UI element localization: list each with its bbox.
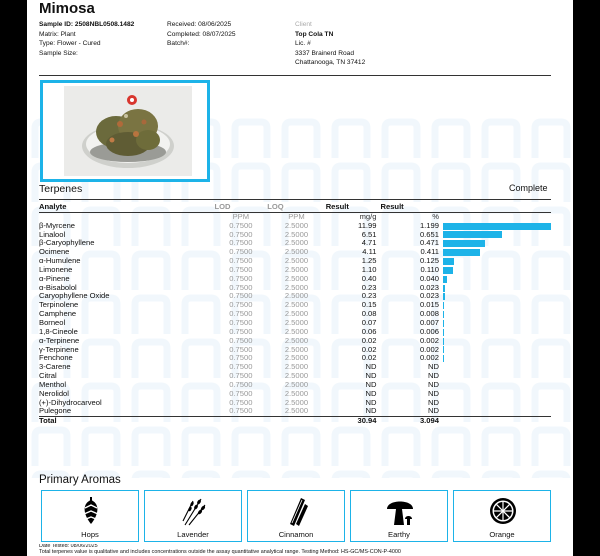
loq-value: 2.5000 [284,247,309,257]
result-mg: 0.23 [361,291,377,301]
aromas-title: Primary Aromas [39,474,121,486]
date-tested: Date Tested: 08/06/2025 [39,544,98,549]
loq-value: 2.5000 [284,379,309,389]
result-pct: 0.040 [419,273,439,283]
result-pct: 1.199 [419,220,439,230]
terpene-bar [443,223,551,230]
terpene-bar [443,276,447,283]
lod-value: 0.7500 [229,291,253,301]
loq-value: 2.5000 [284,353,309,363]
bar-cell [443,231,551,240]
table-row [39,407,551,416]
result-pct: 0.008 [419,309,439,319]
received-date: Received: 08/06/2025 [167,21,232,28]
aroma-orange-label: Orange [489,530,515,539]
unit-result: mg/g [359,211,377,221]
header-lod: LOD [214,203,267,212]
analyte-name: α-Bisabolol [39,282,77,292]
cannabis-sample-image [64,86,192,176]
lod-value: 0.7500 [229,353,253,363]
aroma-hops [41,490,139,542]
loq-value: 2.5000 [284,397,309,407]
footer [39,544,559,556]
sample-photo [64,86,192,176]
loq-value: 2.5000 [284,264,309,274]
lod-value: 0.7500 [229,220,253,230]
loq-value: 2.5000 [284,317,309,327]
result-pct: 0.471 [419,238,439,248]
loq-value: 2.5000 [284,229,309,239]
bar-cell [443,222,551,231]
terpene-bar [443,231,502,238]
result-pct: 0.110 [420,264,439,274]
header-result-pct: Result [381,203,443,212]
loq-value: 2.5000 [284,335,309,345]
terpene-bar [443,329,445,336]
analyte-name: Caryophyllene Oxide [39,291,110,301]
analyte-name: Linalool [39,229,66,239]
lavender-icon [179,495,209,527]
result-mg: 0.02 [361,344,377,354]
lod-value: 0.7500 [229,406,253,416]
header-loq: LOQ [267,203,325,212]
sample-id: Sample ID: 2508NBL0508.1482 [39,21,135,28]
terpenes-table [39,203,551,426]
terpene-bar [443,258,454,265]
terpene-bar [443,285,445,292]
lod-value: 0.7500 [229,238,253,248]
lod-value: 0.7500 [229,273,253,283]
bar-cell [443,275,551,284]
terpene-bar [443,320,445,327]
aroma-earthy [350,490,448,542]
aroma-orange [453,490,551,542]
bar-cell [443,372,551,381]
terpene-bar [443,302,445,309]
loq-value: 2.5000 [284,291,309,301]
analyte-name: γ-Terpinene [39,344,79,354]
total-pct: 3.094 [381,417,443,426]
result-mg: 0.23 [361,282,377,292]
analyte-name: Menthol [39,379,67,389]
result-mg: 4.11 [362,247,377,257]
result-mg: 0.02 [361,353,377,363]
unit-lod: PPM [232,211,250,221]
loq-value: 2.5000 [284,326,309,336]
loq-value: 2.5000 [284,238,309,248]
terpene-bar [443,338,445,345]
terpene-bar [443,346,445,353]
aroma-cinnamon-label: Cinnamon [278,530,314,539]
lod-value: 0.7500 [229,264,253,274]
lod-value: 0.7500 [229,300,253,310]
result-pct: ND [428,379,439,389]
result-pct: 0.002 [419,353,439,363]
bar-cell [443,310,551,319]
result-pct: 0.023 [419,291,439,301]
result-mg: 0.02 [361,335,377,345]
loq-value: 2.5000 [284,309,309,319]
total-row [39,417,551,426]
result-pct: 0.023 [419,282,439,292]
bar-cell [443,354,551,363]
result-pct: 0.015 [419,300,439,310]
result-pct: ND [428,362,439,372]
cinnamon-icon [282,495,312,527]
analyte-name: 1,8-Cineole [39,326,78,336]
bar-cell [443,301,551,310]
unit-pct: % [432,211,439,221]
lod-value: 0.7500 [229,362,253,372]
result-mg: 1.10 [361,264,377,274]
matrix: Matrix: Plant [39,30,76,38]
section-status: Complete [509,183,548,193]
total-mg: 30.94 [326,417,381,426]
product-title: Mimosa [39,0,95,17]
terpene-bar [443,249,480,256]
aroma-hops-label: Hops [81,530,99,539]
lod-value: 0.7500 [229,397,253,407]
result-pct: 0.411 [420,247,439,257]
result-mg: 6.51 [361,229,377,239]
loq-value: 2.5000 [284,300,309,310]
sample-info [39,20,134,58]
hops-icon [76,495,106,527]
result-pct: 0.006 [419,326,439,336]
analyte-name: Pulegone [39,406,72,416]
loq-value: 2.5000 [284,273,309,283]
result-mg: 11.99 [358,220,377,230]
result-pct: ND [428,406,439,416]
result-pct: ND [428,388,439,398]
lod-value: 0.7500 [229,282,253,292]
bar-cell [443,390,551,399]
result-mg: 1.25 [361,256,377,266]
loq-value: 2.5000 [284,344,309,354]
unit-loq: PPM [288,211,305,221]
bar-cell [443,248,551,257]
analyte-name: Terpinolene [39,300,79,310]
client-name: Top Cola TN [295,30,334,38]
result-pct: 0.002 [419,335,439,345]
sample-photo-frame [40,80,210,182]
result-pct: 0.002 [419,344,439,354]
mushroom-icon [385,495,415,527]
orange-icon [488,495,518,527]
lod-value: 0.7500 [229,256,253,266]
lod-value: 0.7500 [229,335,253,345]
license-number: Lic. # [295,40,311,48]
result-pct: 0.651 [419,229,439,239]
bar-cell [443,363,551,372]
bar-cell [443,319,551,328]
batch-number: Batch#: [167,40,190,48]
analyte-name: α-Pinene [39,273,70,283]
analyte-name: Limonene [39,264,73,274]
lod-value: 0.7500 [229,371,253,381]
aroma-earthy-label: Earthy [388,530,410,539]
analyte-name: α-Humulene [39,256,81,266]
date-info [167,20,236,49]
lod-value: 0.7500 [229,229,253,239]
result-mg: ND [365,406,377,416]
bar-cell [443,407,551,416]
lod-value: 0.7500 [229,317,253,327]
result-mg: ND [365,371,377,381]
result-mg: ND [365,388,377,398]
result-pct: ND [428,371,439,381]
loq-value: 2.5000 [284,282,309,292]
result-mg: 0.08 [361,309,377,319]
client-address-line1: 3337 Brainerd Road [295,49,355,57]
result-pct: ND [428,397,439,407]
loq-value: 2.5000 [284,388,309,398]
result-mg: ND [365,397,377,407]
bar-cell [443,337,551,346]
loq-value: 2.5000 [284,256,309,266]
result-pct: 0.007 [419,317,439,327]
bar-cell [443,284,551,293]
lod-value: 0.7500 [229,247,253,257]
terpene-bar [443,267,453,274]
result-mg: 4.71 [361,238,377,248]
analyte-name: Borneol [39,317,66,327]
bar-cell [443,346,551,355]
bar-cell [443,266,551,275]
result-mg: 0.07 [361,317,377,327]
client-address-line2: Chattanooga, TN 37412 [295,59,366,67]
completed-date: Completed: 08/07/2025 [167,30,236,38]
header-bar [443,203,551,212]
header-divider [39,75,551,76]
terpene-bar [443,240,485,247]
terpene-bar [443,311,445,318]
loq-value: 2.5000 [284,362,309,372]
result-mg: 0.40 [361,273,377,283]
bar-cell [443,292,551,301]
lod-value: 0.7500 [229,388,253,398]
analyte-name: (+)-Dihydrocarveol [39,397,102,407]
bar-cell [443,381,551,390]
result-mg: 0.06 [361,326,377,336]
result-pct: 0.125 [419,256,439,266]
section-divider [39,199,551,200]
terpene-bar [443,293,445,300]
section-title: Terpenes [39,183,83,195]
analyte-name: β-Caryophyllene [39,238,95,248]
client-label: Client [295,21,312,28]
total-label: Total [39,417,214,426]
lod-value: 0.7500 [229,309,253,319]
analyte-name: Ocimene [39,247,70,257]
lod-value: 0.7500 [229,326,253,336]
analyte-name: Fenchone [39,353,73,363]
loq-value: 2.5000 [284,406,309,416]
sample-size: Sample Size: [39,49,78,57]
loq-value: 2.5000 [284,220,309,230]
sample-type: Type: Flower - Cured [39,40,101,48]
analyte-name: Citral [39,371,57,381]
client-info [295,20,365,68]
terpene-bar [443,355,445,362]
result-mg: ND [365,379,377,389]
lod-value: 0.7500 [229,344,253,354]
analyte-name: 3-Carene [39,362,71,372]
header-analyte: Analyte [39,203,214,212]
method-note: Total terpenes value is qualitative and includes concentrations outside the assay quantitative analytical range. Testing Method: HS-GC/MS-CON-P-4000 [39,548,401,555]
analyte-name: α-Terpinene [39,335,80,345]
analyte-name: Nerolidol [39,388,69,398]
analyte-name: Camphene [39,309,77,319]
aroma-lavender [144,490,242,542]
loq-value: 2.5000 [284,371,309,381]
bar-cell [443,399,551,408]
report-page [27,0,573,556]
result-mg: 0.15 [361,300,377,310]
header-result: Result [326,203,381,212]
aroma-cinnamon [247,490,345,542]
bar-cell [443,328,551,337]
aroma-lavender-label: Lavender [177,530,209,539]
aromas-list [41,490,551,542]
bar-cell [443,239,551,248]
lod-value: 0.7500 [229,379,253,389]
result-mg: ND [365,362,377,372]
analyte-name: β-Myrcene [39,220,76,230]
bar-cell [443,257,551,266]
